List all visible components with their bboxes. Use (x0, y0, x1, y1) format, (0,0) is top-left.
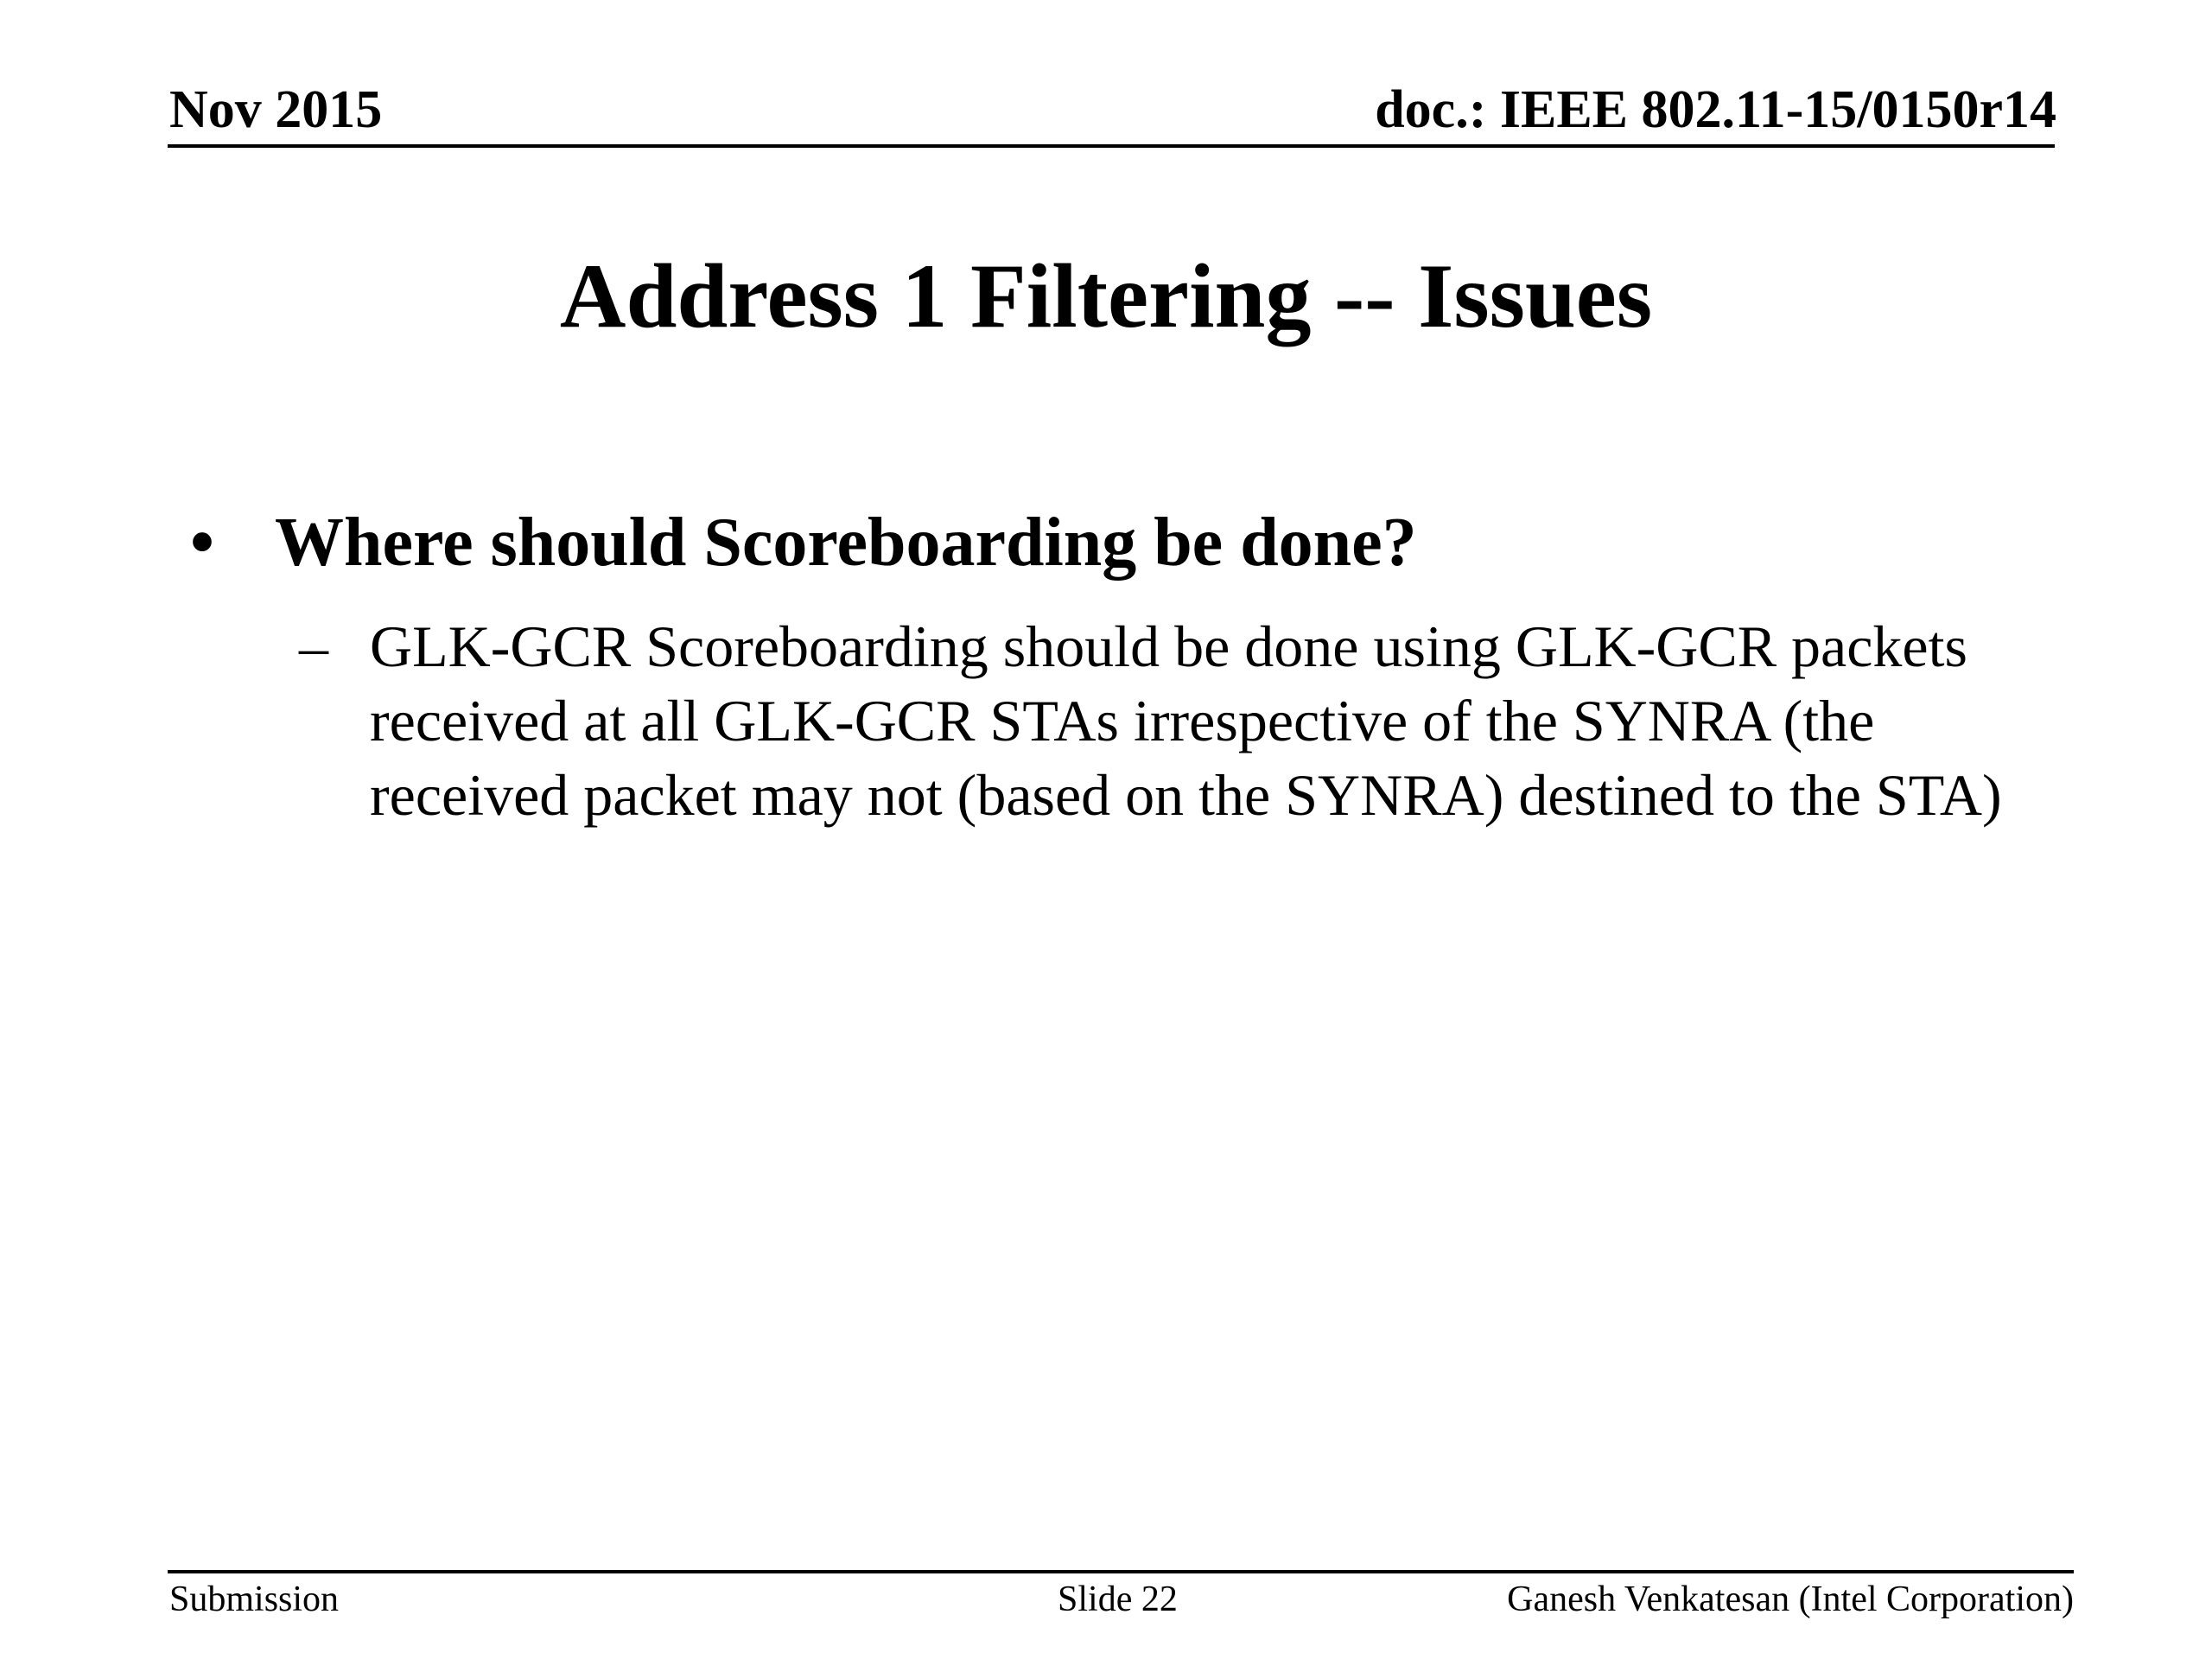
footer-author: Ganesh Venkatesan (Intel Corporation) (1507, 1580, 2074, 1619)
header-date: Nov 2015 (169, 80, 383, 139)
sub-bullet-marker: – (299, 613, 328, 679)
slide-title: Address 1 Filtering -- Issues (559, 245, 1653, 346)
footer-submission: Submission (169, 1580, 340, 1619)
header-divider (168, 144, 2055, 148)
header-doc-id: doc.: IEEE 802.11-15/0150r14 (1375, 80, 2056, 139)
bullet-marker: • (190, 505, 215, 581)
bullet-text: Where should Scoreboarding be done? (275, 505, 1417, 581)
sub-bullet-text: GLK-GCR Scoreboarding should be done using GLK-GCR packets received at all GLK-GCR STAs irrespective of the SYNRA (the received packet may not (based on the SYNRA) destined to the STA) (370, 613, 2002, 828)
footer-divider (168, 1570, 2074, 1573)
footer-slide-number: Slide 22 (1058, 1580, 1178, 1619)
